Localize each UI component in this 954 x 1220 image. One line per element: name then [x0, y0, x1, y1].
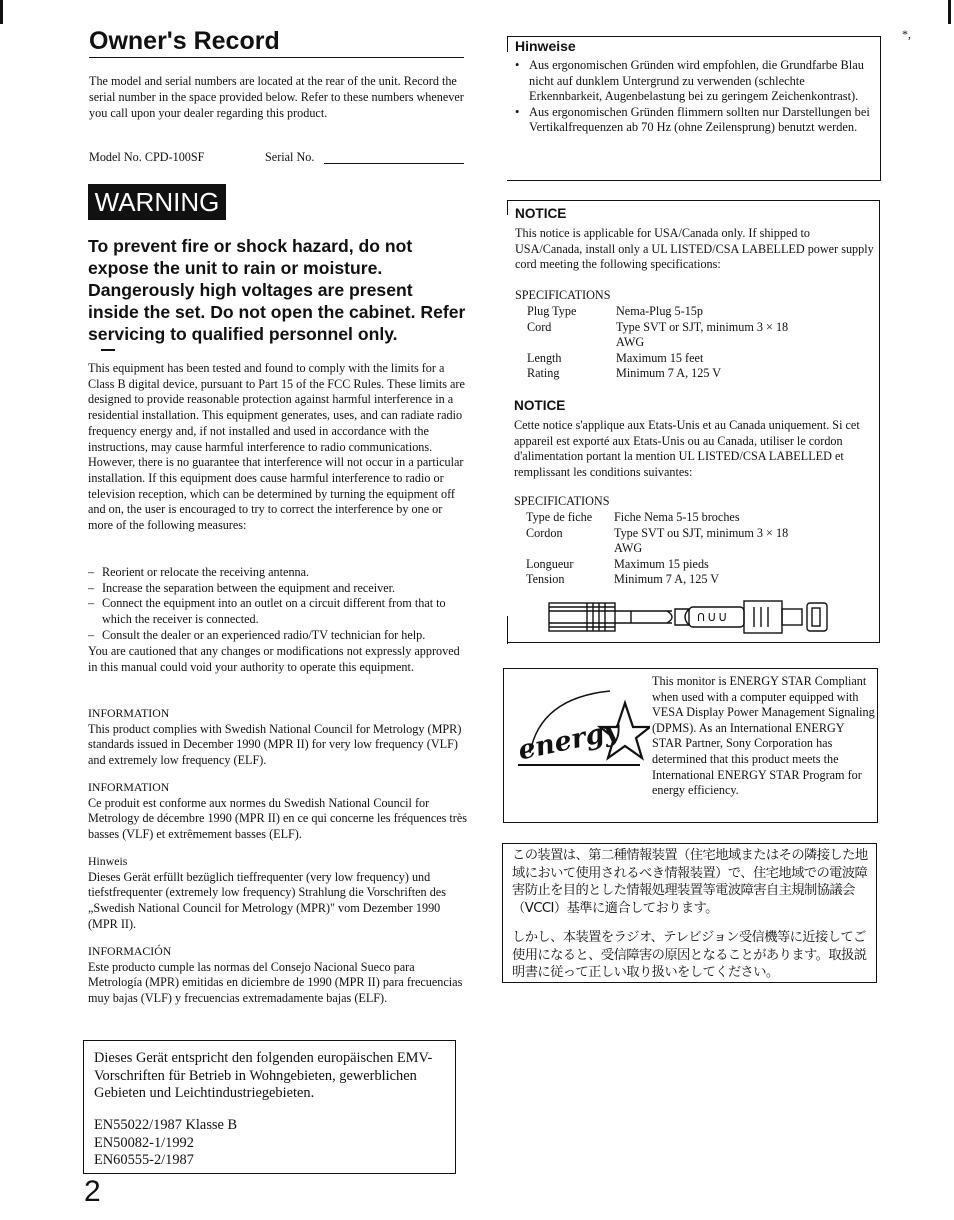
serial-number-label: Serial No. [265, 150, 315, 164]
energy-logo-text: energy [515, 714, 623, 767]
spec-value: Fiche Nema 5-15 broches [614, 510, 740, 524]
title-rule [89, 57, 464, 58]
spec-heading: SPECIFICATIONS [515, 288, 611, 302]
owner-record-title: Owner's Record [89, 27, 280, 55]
spec-label: Cord [527, 319, 552, 334]
spec-value: Type SVT ou SJT, minimum 3 × 18 AWG [614, 525, 789, 556]
box-edge [507, 201, 508, 215]
info-heading: INFORMATION [88, 706, 170, 720]
table-row [526, 557, 814, 573]
table-row [527, 351, 816, 367]
table-row [527, 320, 816, 351]
spec-label: Length [527, 350, 562, 365]
spec-label: Plug Type [527, 304, 577, 318]
vcci-paragraph: しかし、本装置をラジオ、テレビジョン受信機等に近接してご使用になると、受信障害の原因となることがあります。取扱説明書に従って正しい取り扱いをしてください。 [512, 930, 867, 980]
svg-text:ᑎ ᑌ ᑌ: ᑎ ᑌ ᑌ [697, 612, 727, 624]
list-item: – Consult the dealer or an experienced radio/TV technician for help. [88, 628, 468, 644]
power-cord-plug-icon [547, 597, 837, 637]
norm-item: EN60555-2/1987 [94, 1152, 194, 1168]
info-text: Ce produit est conforme aux normes du Swedish National Council for Metrology de décembre 1990 (MPR II) en ce qui concerne les fréquences très basses (VLF) et extrêmement basses (ELF). [88, 795, 468, 842]
list-item: • Aus ergonomischen Gründen wird empfohlen, die Grundfarbe Blau nicht auf dunklem Untergrund zu verwenden (schlechte Erkennbarkeit, Augenbelastung bei zu geringem Zeichenkontrast). [515, 58, 875, 105]
hinweise-box [507, 36, 881, 181]
spec-table-english [527, 304, 816, 382]
vcci-paragraph: この装置は、第二種情報装置（住宅地域またはその隣接した地域において使用されるべき情報装置）で、住宅地域での電波障害防止を目的とした情報処理装置等電波障害自主規制協議会（VCCI）基準に適合しております。 [512, 848, 868, 916]
caution-statement: You are cautioned that any changes or modifications not expressly approved in this manual could void your authority to operate this equipment. [88, 644, 460, 674]
spec-value: Minimum 7 A, 125 V [616, 366, 722, 381]
info-block-german [88, 854, 468, 933]
interference-measures [88, 565, 468, 644]
info-heading: INFORMATION [88, 780, 170, 794]
info-text: This product complies with Swedish National Council for Metrology (MPR) standards issued in December 1990 (MPR II) for very low frequency (VLF) and extremely low frequency (ELF). [88, 721, 462, 768]
emv-norms [94, 1117, 237, 1170]
emv-box [83, 1040, 456, 1174]
notice-text-english: This notice is applicable for USA/Canada only. If shipped to USA/Canada, install only a UL LISTED/CSA LABELLED power supply cord meeting the following specifications: [515, 226, 874, 272]
spec-label: Tension [526, 572, 565, 587]
table-row [527, 366, 816, 382]
notice-title-english: NOTICE [515, 206, 567, 221]
spec-value: Maximum 15 feet [616, 350, 704, 365]
hazard-statement: To prevent fire or shock hazard, do not expose the unit to rain or moisture. Dangerously high voltages are present inside the set. Do not open the cabinet. Refer servicing to qualified personnel only. [88, 236, 466, 344]
notice-box [507, 200, 880, 643]
spec-value: Maximum 15 pieds [614, 556, 709, 571]
table-row [526, 526, 814, 557]
spec-label: Longueur [526, 556, 574, 571]
hinweise-list [515, 58, 875, 136]
norm-item: EN50082-1/1992 [94, 1134, 194, 1151]
notice-title-french: NOTICE [514, 398, 566, 413]
list-item: • Aus ergonomischen Gründen flimmern sollten nur Darstellungen bei Vertikalfrequenzen ab 70 Hz (ohne Zeilensprung) benutzt werden. [515, 105, 875, 136]
info-heading: Hinweis [88, 854, 128, 868]
table-row [527, 304, 816, 320]
emv-text: Dieses Gerät entspricht den folgenden europäischen EMV-Vorschriften für Betrieb in Wohngebieten, gewerblichen Gebieten und Leichtindustriegebieten. [94, 1050, 433, 1101]
energy-star-text: This monitor is ENERGY STAR Compliant when used with a computer equipped with VESA Display Power Management Signaling (DPMS). As an International ENERGY STAR Partner, Sony Corporation has determined that this product meets the International ENERGY STAR Program for energy efficiency. [652, 674, 875, 798]
list-item: – Increase the separation between the equipment and receiver. [88, 581, 468, 597]
energy-star-box [503, 668, 878, 823]
corner-mark: *, [902, 27, 911, 41]
spec-value: Minimum 7 A, 125 V [614, 572, 720, 587]
fcc-statement: This equipment has been tested and found to comply with the limits for a Class B digital device, pursuant to Part 15 of the FCC Rules. These limits are designed to provide reasonable protection against harmful interference in a residential installation. This equipment generates, uses, and can radiate radio frequency energy and, if not installed and used in accordance with the instructions, may cause harmful interference to radio communications. However, there is no guarantee that interference will not occur in a particular installation. If this equipment does cause harmful interference to radio or television reception, which can be determined by turning the equipment off and on, the user is encouraged to try to correct the interference by one or more of the following measures: [88, 361, 465, 533]
stray-mark [101, 349, 115, 351]
left-edge-bar [0, 0, 3, 24]
box-edge [507, 616, 508, 644]
spec-label: Cordon [526, 525, 563, 540]
energy-star-logo [510, 683, 650, 773]
spec-label: Rating [527, 366, 560, 381]
notice-text-french: Cette notice s'applique aux Etats-Unis et au Canada uniquement. Si cet appareil est exporté aux Etats-Unis ou au Canada, utiliser le cordon d'alimentation portant la mention UL LISTED/CSA LABELLED et remplissant les conditions suivantes: [514, 418, 860, 479]
info-block-french [88, 780, 468, 843]
list-item: – Connect the equipment into an outlet on a circuit different from that to which the receiver is connected. [88, 596, 468, 627]
vcci-notice-box [502, 843, 877, 983]
info-block-english [88, 706, 468, 769]
info-text: Este producto cumple las normas del Consejo Nacional Sueco para Metrología (MPR) emitidas en diciembre de 1990 (MPR II) para frecuencias muy bajas (VLF) y frecuencias extremadamente bajas (ELF). [88, 959, 463, 1006]
info-block-spanish [88, 944, 468, 1007]
spec-table-french [526, 510, 814, 588]
norm-item: EN55022/1987 Klasse B [94, 1117, 238, 1133]
table-row [526, 510, 814, 526]
spec-value: Nema-Plug 5-15p [616, 304, 703, 318]
list-item: – Reorient or relocate the receiving antenna. [88, 565, 468, 581]
page-number: 2 [84, 1175, 101, 1208]
table-row [526, 572, 814, 588]
spec-heading: SPECIFICATIONS [514, 494, 610, 508]
info-text: Dieses Gerät erfüllt bezüglich tieffrequenter (very low frequency) und tiefstfrequenter (extremely low frequency) Strahlung die Vorschriften des „Swedish National Council for Metrology (MPR)" vom Dezember 1990 (MPR II). [88, 869, 446, 931]
box-edge [507, 37, 508, 52]
info-heading: INFORMACIÓN [88, 944, 172, 958]
spec-label: Type de fiche [526, 510, 593, 524]
warning-label: WARNING [88, 184, 226, 220]
hinweise-title: Hinweise [515, 38, 576, 54]
right-edge-bar [948, 0, 951, 24]
serial-number-field[interactable] [324, 163, 464, 164]
spec-value: Type SVT or SJT, minimum 3 × 18 AWG [616, 319, 789, 350]
model-number: Model No. CPD-100SF [89, 150, 205, 164]
owner-record-intro: The model and serial numbers are located at the rear of the unit. Record the serial number in the space provided below. Refer to these numbers whenever you call upon your dealer regarding this product. [89, 74, 464, 120]
